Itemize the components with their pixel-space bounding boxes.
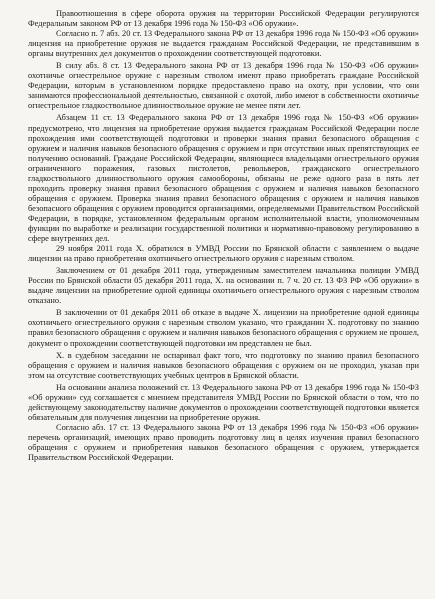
paragraph-1: Правоотношения в сфере оборота оружия на территории Российской Федерации регулируются Федеральным законом РФ от 13 декабря 1996 года № 150-ФЗ «Об оружии». bbox=[28, 9, 419, 29]
paragraph-10: Согласно абз. 17 ст. 13 Федерального закона РФ от 13 декабря 1996 года № 150-ФЗ «Об оружии» перечень организаций, имеющих право проводить подготовку лиц в целях изучения правил безопасного обращения с оружием и приобретения навыков безопасного обращения с оружием, утверждается Правительством Российской Федерации. bbox=[28, 422, 419, 463]
paragraph-9: На основании анализа положений ст. 13 Федерального закона РФ от 13 декабря 1996 года № 150-ФЗ «Об оружии» суд соглашается с мнением представителя УМВД России по Брянской области о том, что по действующему законодательству наличие документов о прохождении соответствующей подготовки является обязательным для получения лицензии на приобретение оружия. bbox=[28, 382, 419, 422]
paragraph-8: Х. в судебном заседании не оспаривал факт того, что подготовку по знанию правил безопасного обращения с оружием и наличия навыков безопасного обращения с оружием он не проходил, указав при этом на отсутствие соответствующих учебных центров в Брянской области. bbox=[28, 350, 419, 380]
paragraph-7: В заключении от 01 декабря 2011 об отказе в выдаче Х. лицензии на приобретение одной единицы охотничьего огнестрельного оружия с нарезным стволом указано, что гражданин Х. подготовку по знанию правил безопасного обращения с оружием и наличия навыков безопасного обращения с оружием не прошел, документ о прохождении соответствующей подготовки им представлен не был. bbox=[28, 308, 419, 348]
paragraph-4: Абзацем 11 ст. 13 Федерального закона РФ от 13 декабря 1996 года № 150-ФЗ «Об оружии» предусмотрено, что лицензия на приобретение оружия выдается гражданам Российской Федерации после прохождения ими соответствующей подготовки и проверки знания правил безопасного обращения с оружием и наличия навыков безопасного обращения с оружием и при отсутствии иных препятствующих ее получению оснований. Граждане Российской Федерации, являющиеся владельцами огнестрельного оружия ограниченного поражения, газовых пистолетов, револьверов, гражданского огнестрельного гладкоствольного длинноствольного оружия самообороны, обязаны не реже одного раза в пять лет проходить проверку знания правил безопасного обращения с оружием и наличия навыков безопасного обращения с оружием. Проверка знания правил безопасного обращения с оружием и наличия навыков безопасного обращения с оружием проводится организациями, определяемыми Правительством Российской Федерации, в порядке, установленном федеральным органом исполнительной власти, уполномоченным функции по выработке и реализации государственной политики и нормативно-правовому регулированию в сфере внутренних дел. bbox=[28, 113, 419, 244]
paragraph-5: 29 ноября 2011 года Х. обратился в УМВД России по Брянской области с заявлением о выдаче лицензии на право приобретения охотничьего огнестрельного оружия с нарезным стволом. bbox=[28, 244, 419, 264]
paragraph-3: В силу абз. 8 ст. 13 Федерального закона РФ от 13 декабря 1996 года № 150-ФЗ «Об оружии» охотничье огнестрельное оружие с нарезным стволом имеют право приобретать граждане Российской Федерации, которым в установленном порядке предоставлено право на охоту, при условии, что они занимаются профессиональной деятельностью, связанной с охотой, либо имеют в собственности охотничье огнестрельное гладкоствольное длинноствольное оружие не менее пяти лет. bbox=[28, 61, 419, 111]
paragraph-6: Заключением от 01 декабря 2011 года, утвержденным заместителем начальника полиции УМВД России по Брянской области 05 декабря 2011 года, Х. на основании п. 7 ч. 20 ст. 13 ФЗ РФ «Об оружии» в выдаче лицензии на приобретение одной единицы охотничьего огнестрельного оружия с нарезным стволом отказано. bbox=[28, 266, 419, 306]
paragraph-2: Согласно п. 7 абз. 20 ст. 13 Федерального закона РФ от 13 декабря 1996 года № 150-ФЗ «Об оружии» лицензия на приобретение оружия не выдается гражданам Российской Федерации, не представившим в органы внутренних дел документов о прохождении соответствующей подготовки. bbox=[28, 29, 419, 59]
